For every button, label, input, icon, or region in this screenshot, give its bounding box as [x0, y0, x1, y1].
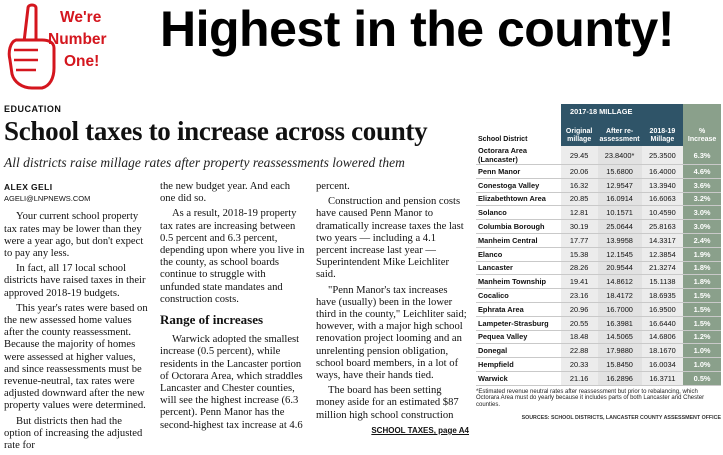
cell-increase: 1.9% [683, 247, 721, 261]
col-header-new: 2018-19 Millage [642, 118, 684, 146]
paragraph: Construction and pension costs have caused Penn Manor to dramatically increase taxes the last two years — including a 4.1 percent increase last year — Superintendent Mike Leichliter said. [316, 196, 464, 281]
table-row [476, 165, 721, 179]
cell-after: 25.0644 [598, 220, 642, 234]
table-row [476, 275, 721, 289]
cell-original: 23.16 [561, 289, 598, 303]
cell-after: 14.8612 [598, 275, 642, 289]
cell-original: 16.32 [561, 178, 598, 192]
cell-after: 15.6800 [598, 165, 642, 179]
col-header-original: Original millage [561, 118, 598, 146]
paragraph: This year's rates were based on the new assessed home values after the county reassessment. Because the majority of homes were assessed at higher values, and since reassessments must be revenue-neutral, tax rates were adjusted downward after the new property values were determined. [4, 302, 148, 412]
paragraph: percent. [316, 181, 350, 192]
article-column-2 [160, 181, 307, 435]
cell-increase: 1.5% [683, 302, 721, 316]
byline-name: ALEX GELI [4, 182, 53, 192]
cell-original: 20.55 [561, 316, 598, 330]
we-are-number-one-logo [2, 2, 120, 94]
article-deck: All districts raise millage rates after property reassessments lowered them [4, 155, 405, 170]
cell-new: 12.3854 [642, 247, 684, 261]
logo-word-3: One! [64, 53, 100, 70]
cell-increase: 3.0% [683, 220, 721, 234]
cell-after: 16.7000 [598, 302, 642, 316]
cell-after: 17.9880 [598, 344, 642, 358]
cell-original: 18.48 [561, 330, 598, 344]
cell-original: 22.88 [561, 344, 598, 358]
cell-original: 20.06 [561, 165, 598, 179]
cell-after: 16.0914 [598, 192, 642, 206]
cell-district: Octorara Area (Lancaster) [476, 146, 561, 165]
paragraph: As a result, 2018-19 property tax rates are increasing between 0.5 percent and 6.3 percent, depending upon where you live in the county, as school boards continue to struggle with unfunded state mandates and construction costs. [160, 208, 305, 305]
cell-new: 16.6440 [642, 316, 684, 330]
cell-original: 30.19 [561, 220, 598, 234]
cell-new: 21.3274 [642, 261, 684, 275]
cell-increase: 1.5% [683, 316, 721, 330]
cell-original: 20.33 [561, 358, 598, 372]
cell-original: 19.41 [561, 275, 598, 289]
table-row [476, 146, 721, 165]
cell-district: Conestoga Valley [476, 178, 561, 192]
cell-original: 28.26 [561, 261, 598, 275]
section-label: EDUCATION [4, 104, 62, 114]
cell-new: 18.1670 [642, 344, 684, 358]
cell-new: 16.0034 [642, 358, 684, 372]
cell-district: Lampeter-Strasburg [476, 316, 561, 330]
cell-new: 16.9500 [642, 302, 684, 316]
table-row [476, 233, 721, 247]
cell-new: 25.8163 [642, 220, 684, 234]
cell-district: Penn Manor [476, 165, 561, 179]
cell-district: Cocalico [476, 289, 561, 303]
cell-after: 23.8400* [598, 146, 642, 165]
cell-new: 14.6806 [642, 330, 684, 344]
cell-new: 16.4000 [642, 165, 684, 179]
cell-increase: 4.6% [683, 165, 721, 179]
logo-word-2: Number [48, 31, 107, 48]
table-row [476, 192, 721, 206]
cell-district: Manheim Township [476, 275, 561, 289]
cell-increase: 3.0% [683, 206, 721, 220]
jump-link[interactable]: SCHOOL TAXES, page A4 [371, 425, 469, 435]
cell-increase: 6.3% [683, 146, 721, 165]
cell-original: 29.45 [561, 146, 598, 165]
cell-district: Elizabethtown Area [476, 192, 561, 206]
cell-after: 15.8450 [598, 358, 642, 372]
cell-increase: 1.8% [683, 261, 721, 275]
table-row [476, 289, 721, 303]
cell-new: 14.3317 [642, 233, 684, 247]
cell-new: 25.3500 [642, 146, 684, 165]
cell-new: 13.3940 [642, 178, 684, 192]
cell-district: Solanco [476, 206, 561, 220]
cell-original: 17.77 [561, 233, 598, 247]
cell-after: 14.5065 [598, 330, 642, 344]
table-row [476, 330, 721, 344]
cell-new: 16.6063 [642, 192, 684, 206]
table-row [476, 247, 721, 261]
cell-new: 10.4590 [642, 206, 684, 220]
article-column-3 [316, 181, 469, 437]
paragraph: Your current school property tax rates may be lower than they were a year ago, but don't expect to pay any less. [4, 211, 144, 260]
cell-after: 12.1545 [598, 247, 642, 261]
cell-new: 18.6935 [642, 289, 684, 303]
paragraph: The board has been setting money aside for an estimated $87 million high school construction [316, 385, 459, 421]
table-row [476, 371, 721, 385]
cell-district: Warwick [476, 371, 561, 385]
table-row [476, 261, 721, 275]
table-footnote: *Estimated revenue neutral rates after reassessment but prior to rebalancing, which Octorara Area must do yearly because it includes parts of both Lancaster and Chester counties. [476, 388, 705, 408]
cell-increase: 3.6% [683, 178, 721, 192]
table-row [476, 206, 721, 220]
cell-increase: 1.0% [683, 358, 721, 372]
table-row [476, 358, 721, 372]
paragraph: In fact, all 17 local school districts have raised taxes in their approved 2018-19 budgets. [4, 263, 146, 299]
cell-after: 12.9547 [598, 178, 642, 192]
cell-after: 18.4172 [598, 289, 642, 303]
cell-increase: 3.2% [683, 192, 721, 206]
cell-original: 15.38 [561, 247, 598, 261]
cell-district: Pequea Valley [476, 330, 561, 344]
table-row [476, 178, 721, 192]
table-group-header: 2017-18 MILLAGE [561, 104, 642, 118]
millage-table [476, 104, 721, 421]
col-header-district: School District [476, 118, 561, 146]
cell-original: 21.16 [561, 371, 598, 385]
cell-new: 16.3711 [642, 371, 684, 385]
cell-increase: 2.4% [683, 233, 721, 247]
cell-increase: 1.5% [683, 289, 721, 303]
paragraph: the new budget year. And each one did so. [160, 181, 291, 205]
subhead: Range of increases [160, 312, 264, 328]
cell-increase: 1.2% [683, 330, 721, 344]
cell-district: Manheim Central [476, 233, 561, 247]
paragraph: "Penn Manor's tax increases have (usually) been in the lower third in the county," Leichliter said; however, with a major high school renovation project looming and an unrelenting pension obligation, school board members, in a lot of ways, have their hands tied. [316, 284, 467, 382]
cell-after: 13.9958 [598, 233, 642, 247]
cell-original: 12.81 [561, 206, 598, 220]
table-row [476, 302, 721, 316]
article-column-1 [4, 181, 151, 455]
cell-district: Donegal [476, 344, 561, 358]
col-header-increase: % Increase [683, 118, 721, 146]
cell-district: Ephrata Area [476, 302, 561, 316]
article-headline: School taxes to increase across county [4, 116, 428, 146]
cell-after: 10.1571 [598, 206, 642, 220]
table-row [476, 344, 721, 358]
col-header-after: After re-assessment [598, 118, 642, 146]
cell-original: 20.85 [561, 192, 598, 206]
byline-email[interactable]: AGELI@LNPNEWS.COM [4, 194, 91, 204]
cell-after: 20.9544 [598, 261, 642, 275]
logo-word-1: We're [60, 9, 102, 26]
paragraph: But districts then had the option of increasing the adjusted rate for [4, 415, 143, 452]
cell-district: Hempfield [476, 358, 561, 372]
cell-original: 20.96 [561, 302, 598, 316]
cell-district: Lancaster [476, 261, 561, 275]
cell-after: 16.2896 [598, 371, 642, 385]
cell-after: 16.3981 [598, 316, 642, 330]
table-row [476, 220, 721, 234]
cell-increase: 1.8% [683, 275, 721, 289]
paragraph: Warwick adopted the smallest increase (0.5 percent), while residents in the Lancaster portion of Octorara Area, which straddles Lancaster and Chester counties, will see the highest increase (6.3 percent). Penn Manor has the second-highest tax increase at 4.6 [160, 334, 303, 431]
table-sources: SOURCES: SCHOOL DISTRICTS, LANCASTER COUNTY ASSESSMENT OFFICE [521, 414, 721, 421]
cell-new: 15.1138 [642, 275, 684, 289]
cell-increase: 0.5% [683, 371, 721, 385]
cell-district: Columbia Borough [476, 220, 561, 234]
banner-headline: Highest in the county! [160, 1, 674, 57]
cell-increase: 1.0% [683, 344, 721, 358]
cell-district: Elanco [476, 247, 561, 261]
table-row [476, 316, 721, 330]
